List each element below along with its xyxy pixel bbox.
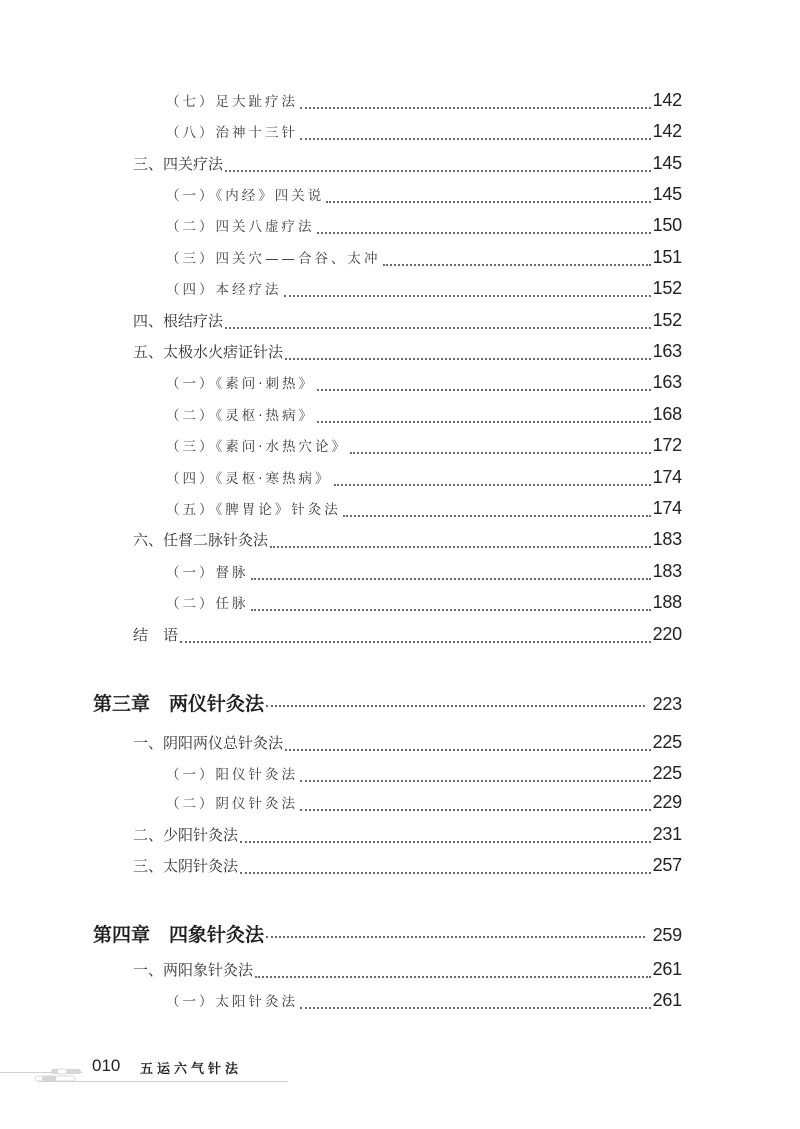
toc-chapter-label: 第四章 四象针灸法 xyxy=(93,924,265,946)
footer-decoration-icon xyxy=(33,1068,85,1082)
toc-entry-page: 183 xyxy=(652,561,682,581)
toc-entry-label: （四）本经疗法 xyxy=(166,282,282,298)
dot-leader xyxy=(285,358,651,360)
toc-entry[interactable] xyxy=(166,561,682,587)
dot-leader xyxy=(300,107,651,109)
toc-chapter-label: 第三章 两仪针灸法 xyxy=(93,693,265,715)
toc-entry-page: 225 xyxy=(652,732,682,752)
toc-entry-label: 三、太阴针灸法 xyxy=(133,857,239,875)
toc-entry-page: 229 xyxy=(652,792,682,812)
toc-entry-page: 172 xyxy=(652,435,682,455)
dot-leader xyxy=(317,421,651,423)
toc-entry-label: （五）《脾胃论》针灸法 xyxy=(166,502,341,518)
toc-chapter[interactable] xyxy=(93,920,682,946)
footer-rule-bottom xyxy=(38,1081,288,1082)
toc-entry-page: 220 xyxy=(652,624,682,644)
dot-leader xyxy=(300,138,651,140)
toc-entry[interactable] xyxy=(166,498,682,524)
toc-entry-label: （二）《灵枢·热病》 xyxy=(166,408,316,424)
toc-entry-label: 结 语 xyxy=(133,626,179,644)
toc-entry-label: 二、少阳针灸法 xyxy=(133,826,239,844)
toc-entry-page: 261 xyxy=(652,959,682,979)
toc-entry[interactable] xyxy=(133,855,682,881)
toc-entry-page: 142 xyxy=(652,121,682,141)
toc-entry-label: （二）阴仪针灸法 xyxy=(166,796,298,812)
toc-entry-label: （八）治神十三针 xyxy=(166,125,298,141)
toc-entry-page: 145 xyxy=(652,153,682,173)
dot-leader xyxy=(326,201,650,203)
toc-entry-page: 145 xyxy=(652,184,682,204)
toc-entry-label: （一）《素问·刺热》 xyxy=(166,376,316,392)
dot-leader xyxy=(180,641,651,643)
toc-entry-page: 225 xyxy=(652,763,682,783)
dot-leader xyxy=(266,936,645,938)
book-title: 五运六气针法 xyxy=(140,1062,243,1077)
dot-leader xyxy=(251,609,651,611)
dot-leader xyxy=(317,232,651,234)
toc-entry-label: 一、阴阳两仪总针灸法 xyxy=(133,734,284,752)
toc-entry[interactable] xyxy=(133,732,682,758)
dot-leader xyxy=(240,841,651,843)
toc-entry-page: 152 xyxy=(652,278,682,298)
toc-entry[interactable] xyxy=(133,959,682,985)
toc-entry[interactable] xyxy=(166,467,682,493)
toc-entry[interactable] xyxy=(166,990,682,1016)
toc-entry-page: 183 xyxy=(652,529,682,549)
dot-leader xyxy=(300,809,651,811)
toc-entry[interactable] xyxy=(166,763,682,789)
dot-leader xyxy=(317,389,651,391)
toc-entry-page: 152 xyxy=(652,310,682,330)
dot-leader xyxy=(255,976,651,978)
toc-entry-page: 188 xyxy=(652,592,682,612)
toc-chapter-page: 223 xyxy=(652,694,682,714)
toc-entry-label: （二）四关八虚疗法 xyxy=(166,219,315,235)
toc-entry[interactable] xyxy=(133,624,682,650)
toc-entry-page: 257 xyxy=(652,855,682,875)
toc-entry[interactable] xyxy=(166,184,682,210)
toc-entry[interactable] xyxy=(166,404,682,430)
dot-leader xyxy=(284,295,651,297)
dot-leader xyxy=(350,452,651,454)
toc-chapter[interactable] xyxy=(93,689,682,715)
toc-entry[interactable] xyxy=(166,90,682,116)
toc-entry[interactable] xyxy=(166,278,682,304)
toc-entry[interactable] xyxy=(166,592,682,618)
toc-entry-page: 142 xyxy=(652,90,682,110)
dot-leader xyxy=(343,515,651,517)
dot-leader xyxy=(225,170,651,172)
toc-entry[interactable] xyxy=(133,341,682,367)
toc-entry-page: 231 xyxy=(652,824,682,844)
toc-entry-label: 四、根结疗法 xyxy=(133,312,224,330)
toc-entry-page: 174 xyxy=(652,467,682,487)
toc-entry-label: （一）督脉 xyxy=(166,565,249,581)
toc-entry-page: 163 xyxy=(652,341,682,361)
toc-entry[interactable] xyxy=(133,529,682,555)
toc-entry-label: 一、两阳象针灸法 xyxy=(133,961,254,979)
toc-entry[interactable] xyxy=(166,121,682,147)
toc-entry-page: 163 xyxy=(652,372,682,392)
toc-entry[interactable] xyxy=(166,247,682,273)
toc-entry-page: 174 xyxy=(652,498,682,518)
toc-entry-label: （三）《素问·水热穴论》 xyxy=(166,439,349,455)
toc-entry-label: （三）四关穴——合谷、太冲 xyxy=(166,251,381,267)
toc-entry-label: （一）太阳针灸法 xyxy=(166,994,298,1010)
dot-leader xyxy=(225,327,651,329)
toc-entry-label: （四）《灵枢·寒热病》 xyxy=(166,471,332,487)
dot-leader xyxy=(300,780,651,782)
toc-entry[interactable] xyxy=(133,824,682,850)
toc-entry-label: （二）任脉 xyxy=(166,596,249,612)
dot-leader xyxy=(270,546,651,548)
page-footer xyxy=(0,1050,300,1090)
toc-entry-label: （一）《内经》四关说 xyxy=(166,188,325,204)
dot-leader xyxy=(251,578,651,580)
toc-entry-page: 168 xyxy=(652,404,682,424)
toc-entry-page: 151 xyxy=(652,247,682,267)
toc-entry-page: 261 xyxy=(652,990,682,1010)
dot-leader xyxy=(334,484,651,486)
toc-entry[interactable] xyxy=(166,372,682,398)
toc-entry-label: （一）阳仪针灸法 xyxy=(166,767,298,783)
toc-entry[interactable] xyxy=(166,792,682,818)
dot-leader xyxy=(300,1007,651,1009)
dot-leader xyxy=(383,264,651,266)
toc-entry[interactable] xyxy=(166,435,682,461)
toc-entry[interactable] xyxy=(166,215,682,241)
toc-entry-label: 三、四关疗法 xyxy=(133,155,224,173)
toc-entry-label: （七）足大趾疗法 xyxy=(166,94,298,110)
toc-entry-label: 六、任督二脉针灸法 xyxy=(133,531,269,549)
toc-entry[interactable] xyxy=(133,310,682,336)
dot-leader xyxy=(285,749,651,751)
page-number: 010 xyxy=(92,1056,121,1075)
toc-entry-label: 五、太极水火痞证针法 xyxy=(133,343,284,361)
toc-chapter-page: 259 xyxy=(652,925,682,945)
toc-entry[interactable] xyxy=(133,153,682,179)
dot-leader xyxy=(266,705,645,707)
toc-entry-page: 150 xyxy=(652,215,682,235)
dot-leader xyxy=(240,872,651,874)
